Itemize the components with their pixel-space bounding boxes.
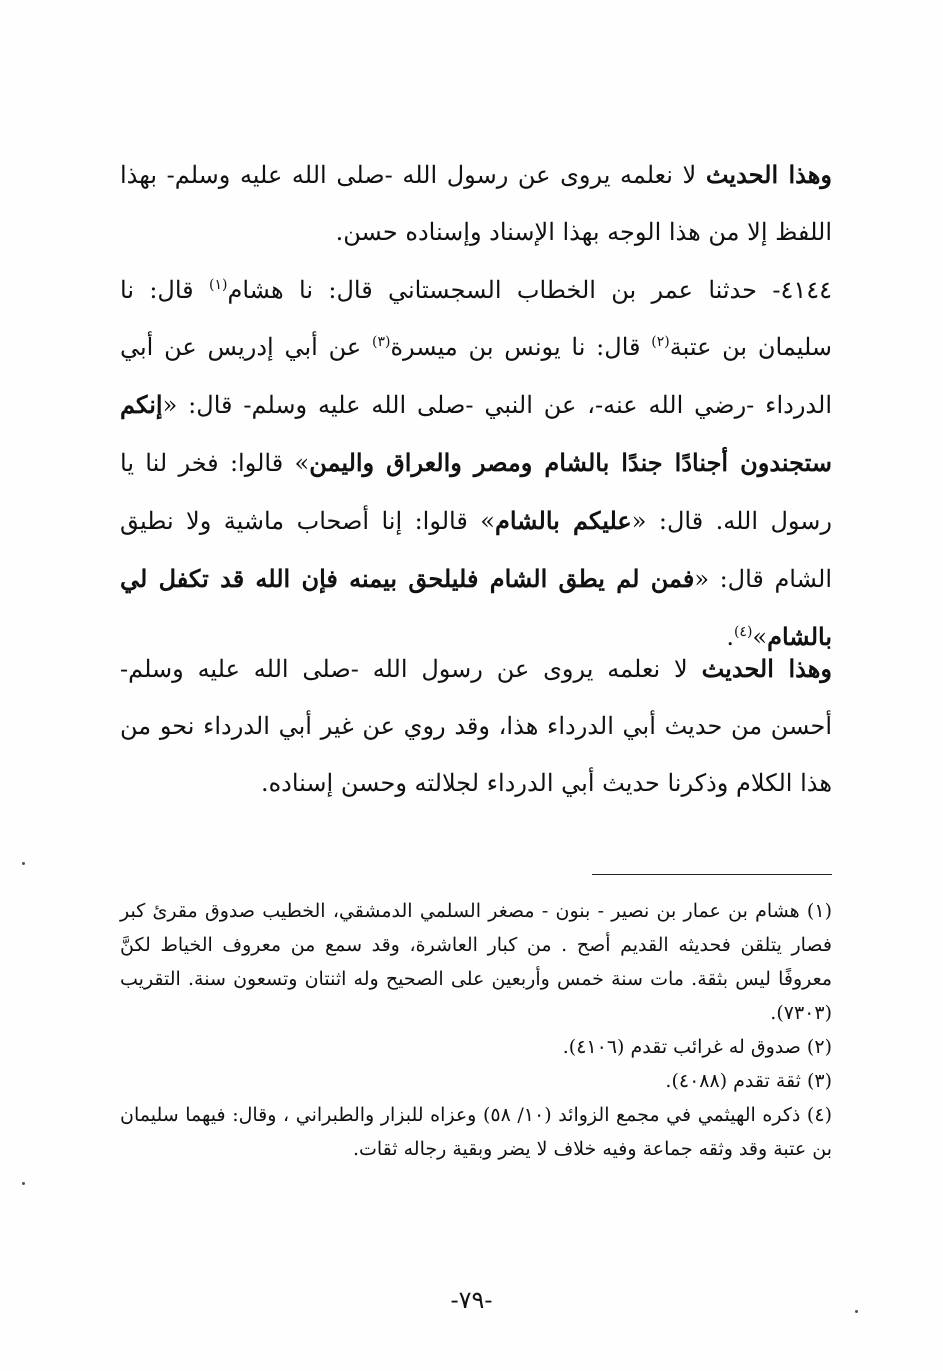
- footnote: (٤) ذكره الهيثمي في مجمع الزوائد (١٠/ ٥٨) وعزاه للبزار والطبراني ، وقال: فيهما سليمان بن عتبة وقد وثقه جماعة وفيه خلاف لا يضر وبقية رجاله ثقات.: [120, 1104, 832, 1160]
- paragraph-commentary-1: [120, 146, 832, 261]
- hadith-quote-bold: عليكم بالشام: [494, 506, 632, 535]
- footnote-divider: [592, 874, 832, 875]
- bold-lead-phrase: وهذا الحديث: [705, 160, 832, 189]
- hadith-text-part: - حدثنا عمر بن الخطاب السجستاني قال: نا هشام: [227, 276, 781, 304]
- paragraph-text: لا نعلمه يروى عن رسول الله -صلى الله عليه وسلم- بهذا اللفظ إلا من هذا الوجه بهذا الإسناد وإسناده حسن.: [120, 161, 832, 246]
- page-number: -٧٩-: [450, 1286, 493, 1314]
- paragraph-text: لا نعلمه يروى عن رسول الله -صلى الله عليه وسلم- أحسن من حديث أبي الدرداء هذا، وقد روي عن غير أبي الدرداء نحو من هذا الكلام وذكرنا حديث أبي الدرداء لجلالته وحسن إسناده.: [120, 655, 832, 797]
- hadith-quote-bold: إنكم ستجندون أجنادًا جندًا بالشام ومصر والعراق واليمن: [120, 390, 833, 477]
- scan-speck: [22, 862, 25, 865]
- footnote: (٣) ثقة تقدم (٤٠٨٨).: [665, 1070, 832, 1092]
- hadith-text-part: .: [726, 623, 734, 651]
- footnotes-section: [120, 894, 832, 1166]
- footnote: (١) هشام بن عمار بن نصير - بنون - مصغر السلمي الدمشقي، الخطيب صدوق مقرئ كبر فصار يتلقن فحديثه القديم أصح . من كبار العاشرة، وقد سمع من معروف الخياط لكنَّ معروفًا ليس بثقة. مات سنة خمس وأربعين على الصحيح وله اثنتان وتسعون سنة. التقريب (٧٣٠٣).: [120, 900, 832, 1024]
- bold-lead-phrase: وهذا الحديث: [701, 654, 832, 683]
- footnote: (٢) صدوق له غرائب تقدم (٤١٠٦).: [562, 1036, 832, 1058]
- hadith-paragraph: [120, 262, 832, 666]
- hadith-number: ٤١٤٤: [780, 276, 832, 304]
- hadith-text-part: »: [752, 623, 768, 651]
- hadith-text-part: » قالوا: إنا أصحاب ماشية ولا نطيق الشام قال: «: [120, 507, 833, 593]
- paragraph-commentary-2: [120, 640, 832, 812]
- hadith-text-part: عن أبي إدريس عن أبي الدرداء -رضي الله عنه-، عن النبي -صلى الله عليه وسلم- قال: «: [120, 333, 832, 419]
- hadith-quote-bold: فمن لم يطق الشام فليلحق بيمنه فإن الله قد تكفل لي بالشام: [120, 564, 832, 651]
- footnote-ref-2: (٢): [651, 334, 670, 350]
- hadith-text-part: قال: نا يونس بن ميسرة: [390, 333, 652, 361]
- scan-speck: [855, 1310, 858, 1313]
- hadith-text-part: قال: نا سليمان بن عتبة: [120, 276, 832, 361]
- footnote-ref-1: (١): [208, 277, 228, 293]
- footnote-ref-4: (٤): [733, 624, 753, 640]
- scan-speck: [22, 1182, 25, 1185]
- hadith-text-part: » قالوا: فخر لنا يا رسول الله. قال: «: [120, 449, 833, 535]
- footnote-ref-3: (٣): [371, 334, 391, 350]
